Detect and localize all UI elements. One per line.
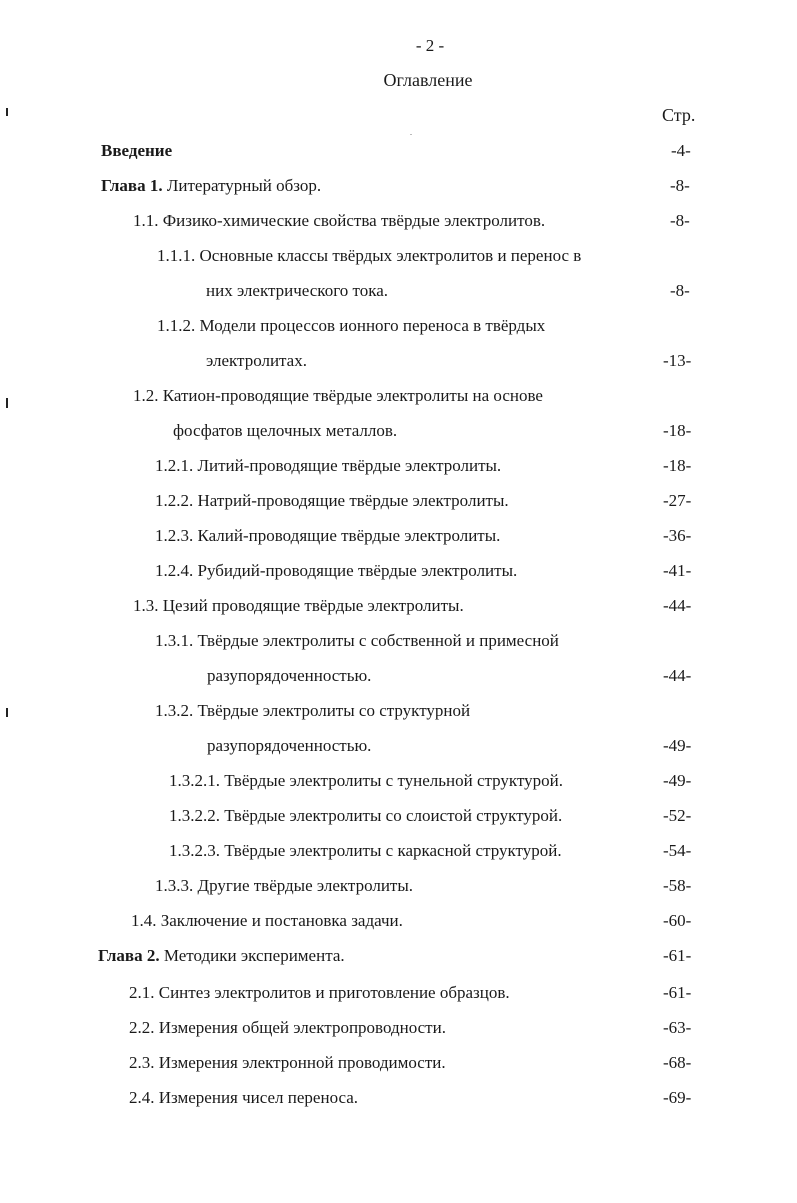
toc-entry-text: 2.1. Синтез электролитов и приготовление образцов. bbox=[129, 983, 510, 1002]
toc-entry-page: -44- bbox=[663, 666, 692, 685]
toc-entry-text: 2.4. Измерения чисел переноса. bbox=[129, 1088, 359, 1107]
toc-entry-text: 1.3.1. Твёрдые электролиты с собственной и примесной bbox=[155, 631, 559, 650]
toc-entry-1-3-2-3 bbox=[169, 841, 562, 861]
toc-entry-1-3-1 bbox=[155, 631, 559, 651]
toc-entry-page: -52- bbox=[663, 806, 692, 825]
toc-entry-text: 1.2.3. Калий-проводящие твёрдые электролиты. bbox=[155, 526, 501, 545]
toc-entry-page: -8- bbox=[670, 281, 690, 300]
toc-entry-text: 1.2.1. Литий-проводящие твёрдые электролиты. bbox=[155, 456, 502, 475]
toc-entry-1-3-2-cont bbox=[207, 736, 371, 756]
toc-entry-page: -69- bbox=[663, 1088, 692, 1107]
toc-entry-text: 1.4. Заключение и постановка задачи. bbox=[131, 911, 403, 930]
toc-entry-text: 1.3.2.2. Твёрдые электролиты со слоистой структурой. bbox=[169, 806, 563, 825]
toc-entry-1-3-1-cont bbox=[207, 666, 371, 686]
toc-entry-page: -13- bbox=[663, 351, 692, 370]
toc-entry-text: Литературный обзор. bbox=[162, 176, 322, 195]
toc-entry-2-3 bbox=[129, 1053, 446, 1073]
toc-entry-1-3-2-2 bbox=[169, 806, 562, 826]
toc-entry-text: 2.2. Измерения общей электропроводности. bbox=[129, 1018, 446, 1037]
scan-speck bbox=[410, 134, 412, 135]
toc-entry-text: 1.2. Катион-проводящие твёрдые электролиты на основе bbox=[133, 386, 543, 405]
margin-mark bbox=[6, 398, 8, 408]
toc-entry-prefix: Глава 2. bbox=[98, 946, 160, 965]
toc-title: Оглавление bbox=[383, 70, 473, 90]
toc-entry-prefix: Глава 1. bbox=[101, 176, 163, 195]
toc-entry-page: -8- bbox=[670, 211, 690, 230]
toc-entry-1-3-2-1 bbox=[169, 771, 563, 791]
toc-entry-text: 1.1.1. Основные классы твёрдых электролитов и перенос в bbox=[157, 246, 582, 265]
toc-entry-1-4 bbox=[131, 911, 403, 931]
toc-entry-text: 1.3.3. Другие твёрдые электролиты. bbox=[155, 876, 414, 895]
toc-entry-text: 1.3. Цезий проводящие твёрдые электролиты. bbox=[133, 596, 464, 615]
toc-entry-1-1-1-cont bbox=[206, 281, 388, 301]
toc-entry-text: Методики эксперимента. bbox=[159, 946, 345, 965]
toc-entry-page: -49- bbox=[663, 771, 692, 790]
toc-entry-text: разупорядоченностью. bbox=[207, 666, 372, 685]
toc-entry-1-2-4 bbox=[155, 561, 517, 581]
toc-entry-page: -60- bbox=[663, 911, 692, 930]
toc-entry-page: -54- bbox=[663, 841, 692, 860]
page-column-header: Стр. bbox=[662, 105, 696, 125]
toc-entry-page: -58- bbox=[663, 876, 692, 895]
toc-entry-text: разупорядоченностью. bbox=[207, 736, 372, 755]
toc-entry-text: фосфатов щелочных металлов. bbox=[173, 421, 398, 440]
toc-entry-text: 1.1. Физико-химические свойства твёрдые электролитов. bbox=[133, 211, 546, 230]
toc-entry-page: -68- bbox=[663, 1053, 692, 1072]
toc-entry-text: 1.3.2.3. Твёрдые электролиты с каркасной структурой. bbox=[169, 841, 562, 860]
toc-entry-page: -61- bbox=[663, 983, 692, 1002]
toc-entry-text: 1.1.2. Модели процессов ионного переноса в твёрдых bbox=[157, 316, 546, 335]
toc-entry-1-1 bbox=[133, 211, 545, 231]
page-number: - 2 - bbox=[415, 36, 445, 55]
toc-entry-1-1-2-cont bbox=[206, 351, 307, 371]
toc-entry-1-1-2 bbox=[157, 316, 545, 336]
toc-entry-page: -61- bbox=[663, 946, 692, 965]
toc-entry-text: них электрического тока. bbox=[206, 281, 388, 300]
toc-entry-chapter-1 bbox=[101, 176, 321, 196]
toc-entry-1-2-3 bbox=[155, 526, 500, 546]
toc-entry-page: -18- bbox=[663, 421, 692, 440]
margin-mark bbox=[6, 108, 8, 116]
toc-entry-2-1 bbox=[129, 983, 510, 1003]
toc-entry-intro bbox=[101, 141, 172, 161]
toc-entry-page: -36- bbox=[663, 526, 692, 545]
toc-entry-1-2-2 bbox=[155, 491, 509, 511]
toc-entry-text: 1.2.4. Рубидий-проводящие твёрдые электролиты. bbox=[155, 561, 518, 580]
toc-entry-chapter-2 bbox=[98, 946, 345, 966]
toc-entry-page: -63- bbox=[663, 1018, 692, 1037]
toc-entry-1-3-3 bbox=[155, 876, 413, 896]
toc-entry-page: -44- bbox=[663, 596, 692, 615]
toc-entry-text: 1.2.2. Натрий-проводящие твёрдые электролиты. bbox=[155, 491, 509, 510]
toc-entry-text: 1.3.2.1. Твёрдые электролиты с тунельной структурой. bbox=[169, 771, 564, 790]
toc-entry-page: -27- bbox=[663, 491, 692, 510]
toc-entry-prefix: Введение bbox=[101, 141, 173, 160]
toc-entry-text: электролитах. bbox=[206, 351, 307, 370]
toc-entry-1-3 bbox=[133, 596, 464, 616]
toc-entry-1-1-1 bbox=[157, 246, 581, 266]
toc-entry-page: -49- bbox=[663, 736, 692, 755]
toc-entry-2-2 bbox=[129, 1018, 446, 1038]
toc-entry-1-3-2 bbox=[155, 701, 470, 721]
toc-entry-page: -18- bbox=[663, 456, 692, 475]
toc-entry-1-2-cont bbox=[173, 421, 397, 441]
toc-entry-text: 2.3. Измерения электронной проводимости. bbox=[129, 1053, 446, 1072]
toc-entry-2-4 bbox=[129, 1088, 358, 1108]
toc-entry-page: -8- bbox=[670, 176, 690, 195]
toc-entry-1-2-1 bbox=[155, 456, 501, 476]
toc-entry-page: -41- bbox=[663, 561, 692, 580]
margin-mark bbox=[6, 708, 8, 717]
toc-entry-page: -4- bbox=[671, 141, 691, 160]
toc-entry-text: 1.3.2. Твёрдые электролиты со структурной bbox=[155, 701, 471, 720]
toc-entry-1-2 bbox=[133, 386, 543, 406]
